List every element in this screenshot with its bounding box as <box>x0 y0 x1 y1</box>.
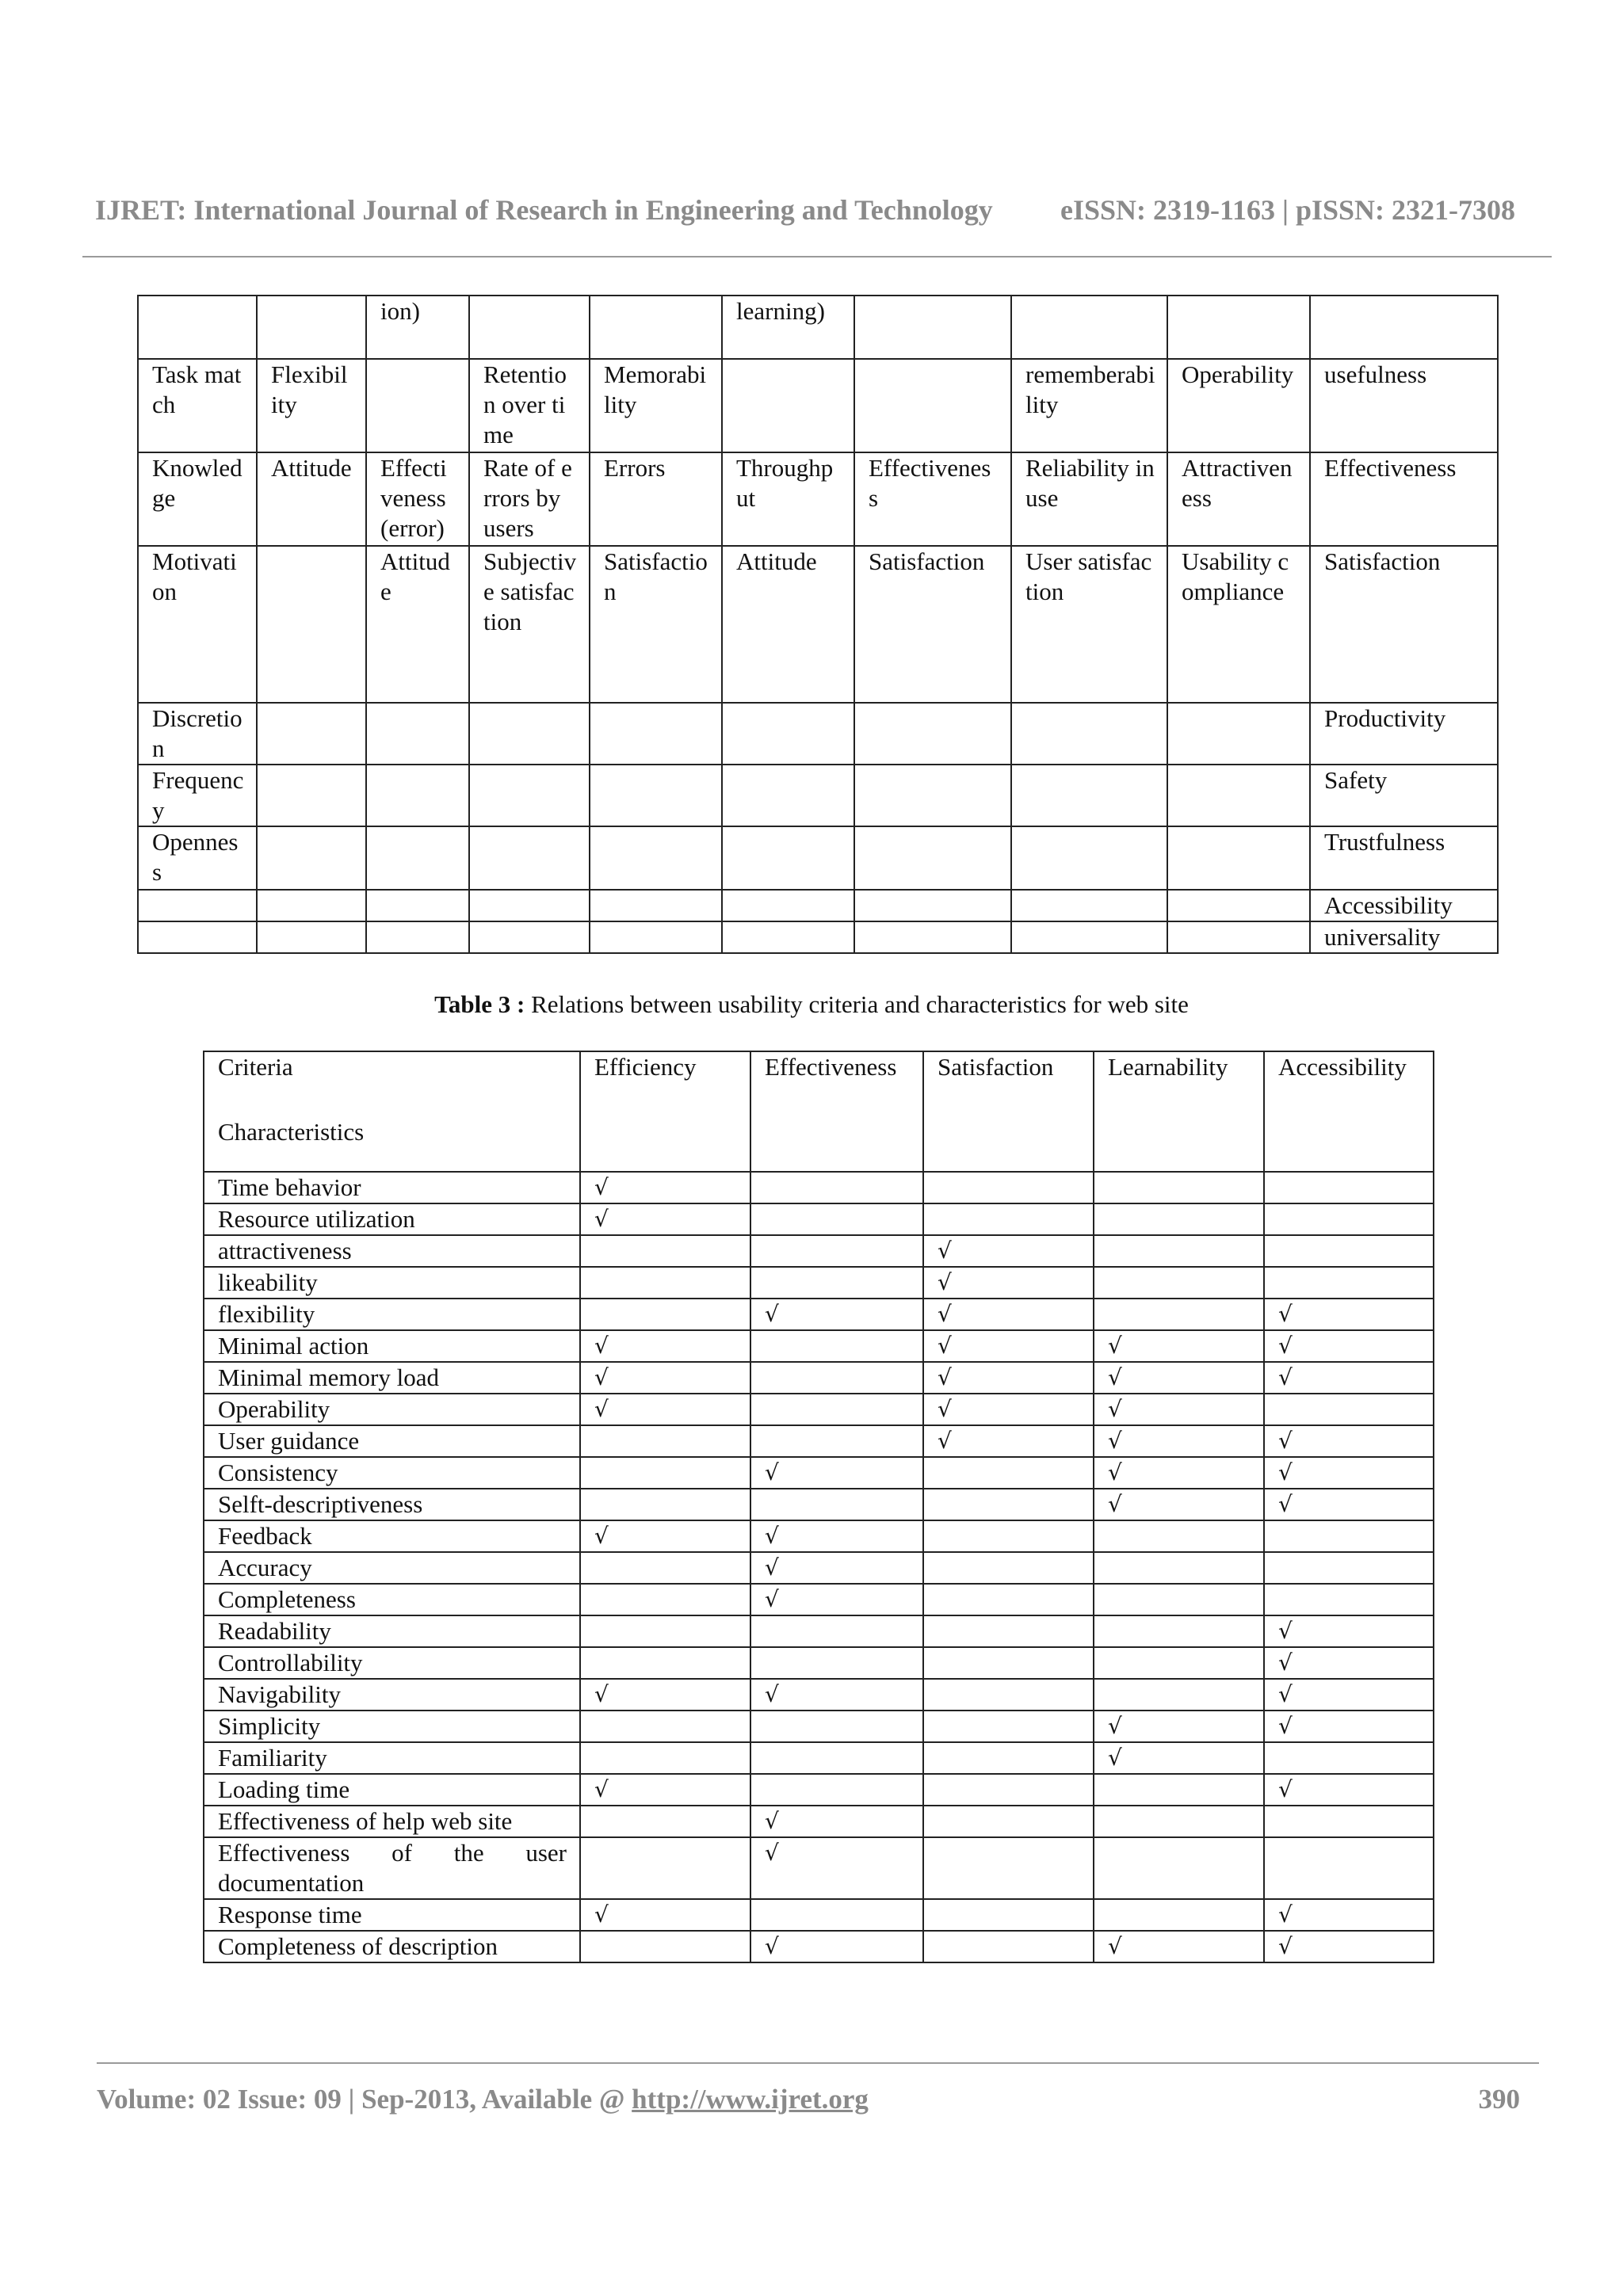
table-row <box>204 1362 1434 1394</box>
check-cell: √ <box>923 1394 1094 1425</box>
check-cell: √ <box>750 1806 923 1837</box>
table-cell <box>854 359 1011 452</box>
check-cell <box>1094 1267 1264 1299</box>
table-cell <box>590 765 722 826</box>
characteristic-cell: Selft-descriptiveness <box>204 1489 580 1520</box>
volume-text: Volume: 02 Issue: 09 | Sep-2013, Available @ <box>97 2084 632 2115</box>
characteristic-cell: Controllability <box>204 1647 580 1679</box>
check-cell: √ <box>1094 1394 1264 1425</box>
table-cell: Attitude <box>366 546 469 703</box>
table-cell <box>138 890 257 921</box>
table-row <box>204 1552 1434 1584</box>
check-cell <box>580 1299 750 1330</box>
table-cell <box>257 703 366 765</box>
table-row <box>138 921 1498 953</box>
table-row <box>138 890 1498 921</box>
characteristics-label: Characteristics <box>218 1118 365 1146</box>
check-cell: √ <box>1264 1647 1434 1679</box>
table-cell <box>590 921 722 953</box>
check-cell: √ <box>750 1837 923 1899</box>
check-cell: √ <box>580 1362 750 1394</box>
table-cell <box>854 890 1011 921</box>
table-cell: Effectiveness (error) <box>366 452 469 546</box>
characteristic-cell: Readability <box>204 1615 580 1647</box>
issn-text: eISSN: 2319-1163 | pISSN: 2321-7308 <box>1060 194 1515 226</box>
check-cell: √ <box>923 1425 1094 1457</box>
table-row <box>204 1457 1434 1489</box>
check-cell <box>923 1711 1094 1742</box>
table-row <box>204 1330 1434 1362</box>
check-cell: √ <box>1264 1711 1434 1742</box>
table-cell <box>1167 296 1310 359</box>
check-cell <box>923 1837 1094 1899</box>
table-row <box>204 1172 1434 1203</box>
table-cell <box>1011 703 1167 765</box>
table-cell: learning) <box>722 296 854 359</box>
table-cell <box>854 921 1011 953</box>
check-cell: √ <box>923 1267 1094 1299</box>
check-cell: √ <box>923 1235 1094 1267</box>
check-cell <box>1264 1520 1434 1552</box>
check-cell <box>580 1711 750 1742</box>
check-cell: √ <box>580 1679 750 1711</box>
check-cell <box>580 1552 750 1584</box>
table-cell <box>854 826 1011 890</box>
check-cell: √ <box>580 1203 750 1235</box>
table-row <box>204 1299 1434 1330</box>
check-cell <box>1264 1584 1434 1615</box>
table-3 <box>203 1051 1434 1963</box>
table-row <box>204 1584 1434 1615</box>
check-cell <box>923 1615 1094 1647</box>
check-cell: √ <box>750 1679 923 1711</box>
characteristic-cell: Simplicity <box>204 1711 580 1742</box>
check-cell: √ <box>750 1931 923 1962</box>
table-cell: Attitude <box>257 452 366 546</box>
check-cell: √ <box>1264 1679 1434 1711</box>
check-cell: √ <box>1094 1489 1264 1520</box>
check-cell: √ <box>1264 1931 1434 1962</box>
table-cell <box>854 703 1011 765</box>
check-cell <box>923 1172 1094 1203</box>
table-cell <box>469 296 590 359</box>
column-header-efficiency: Efficiency <box>580 1051 750 1172</box>
table-cell <box>366 890 469 921</box>
table-cell <box>366 765 469 826</box>
table-row <box>204 1647 1434 1679</box>
check-cell <box>750 1899 923 1931</box>
check-cell <box>1264 1552 1434 1584</box>
table-row <box>138 765 1498 826</box>
table-cell: Satisfaction <box>1310 546 1498 703</box>
characteristic-cell: Effectiveness of help web site <box>204 1806 580 1837</box>
check-cell <box>1094 1806 1264 1837</box>
table-cell <box>1167 765 1310 826</box>
check-cell <box>1264 1172 1434 1203</box>
check-cell <box>923 1742 1094 1774</box>
table-cell <box>590 890 722 921</box>
table-cell <box>590 703 722 765</box>
table-cell <box>257 921 366 953</box>
check-cell <box>923 1489 1094 1520</box>
table-cell <box>138 921 257 953</box>
table-cell: Productivity <box>1310 703 1498 765</box>
check-cell <box>923 1806 1094 1837</box>
characteristic-cell: likeability <box>204 1267 580 1299</box>
table-2-continued <box>137 295 1499 954</box>
check-cell <box>1094 1899 1264 1931</box>
check-cell <box>1094 1774 1264 1806</box>
journal-url-link[interactable]: http://www.ijret.org <box>632 2084 869 2115</box>
check-cell <box>750 1742 923 1774</box>
check-cell: √ <box>580 1899 750 1931</box>
table-cell <box>366 826 469 890</box>
table-row <box>138 546 1498 703</box>
check-cell <box>1094 1203 1264 1235</box>
table-cell <box>1167 703 1310 765</box>
table-row <box>138 826 1498 890</box>
check-cell: √ <box>580 1774 750 1806</box>
table-cell <box>366 703 469 765</box>
check-cell <box>923 1931 1094 1962</box>
table-cell: Motivation <box>138 546 257 703</box>
check-cell <box>1264 1742 1434 1774</box>
table-cell: Satisfaction <box>590 546 722 703</box>
check-cell <box>750 1425 923 1457</box>
table-cell <box>1310 296 1498 359</box>
check-cell <box>580 1742 750 1774</box>
table-cell: Satisfaction <box>854 546 1011 703</box>
check-cell: √ <box>1264 1330 1434 1362</box>
table-row <box>138 296 1498 359</box>
table-cell <box>1011 296 1167 359</box>
check-cell: √ <box>1264 1615 1434 1647</box>
characteristic-cell: Completeness <box>204 1584 580 1615</box>
check-cell: √ <box>1264 1425 1434 1457</box>
table-row <box>138 359 1498 452</box>
table-cell: Usability compliance <box>1167 546 1310 703</box>
table-cell <box>722 890 854 921</box>
table-cell: Attractiveness <box>1167 452 1310 546</box>
table-row <box>204 1711 1434 1742</box>
table-row <box>138 452 1498 546</box>
check-cell: √ <box>1094 1742 1264 1774</box>
check-cell <box>1094 1520 1264 1552</box>
check-cell <box>923 1899 1094 1931</box>
check-cell: √ <box>923 1362 1094 1394</box>
check-cell <box>750 1615 923 1647</box>
check-cell <box>1094 1299 1264 1330</box>
check-cell <box>923 1552 1094 1584</box>
table-cell <box>257 296 366 359</box>
table-cell <box>854 765 1011 826</box>
check-cell <box>923 1647 1094 1679</box>
table-cell: Reliability in use <box>1011 452 1167 546</box>
column-header-learnability: Learnability <box>1094 1051 1264 1172</box>
characteristic-cell: Minimal action <box>204 1330 580 1362</box>
check-cell <box>580 1837 750 1899</box>
check-cell <box>923 1774 1094 1806</box>
check-cell: √ <box>923 1330 1094 1362</box>
running-footer <box>97 2084 1520 2115</box>
check-cell <box>1094 1647 1264 1679</box>
check-cell <box>580 1647 750 1679</box>
table-cell: Trustfulness <box>1310 826 1498 890</box>
table-cell <box>590 826 722 890</box>
check-cell <box>750 1267 923 1299</box>
check-cell <box>923 1520 1094 1552</box>
characteristic-cell: Operability <box>204 1394 580 1425</box>
table-cell: Safety <box>1310 765 1498 826</box>
check-cell: √ <box>1264 1299 1434 1330</box>
table-cell: Throughput <box>722 452 854 546</box>
characteristic-cell: Accuracy <box>204 1552 580 1584</box>
table-cell <box>257 546 366 703</box>
check-cell: √ <box>750 1520 923 1552</box>
check-cell <box>580 1931 750 1962</box>
table-cell: Attitude <box>722 546 854 703</box>
column-header-effectiveness: Effectiveness <box>750 1051 923 1172</box>
table-row <box>204 1203 1434 1235</box>
table-cell: Memorability <box>590 359 722 452</box>
table-cell: User satisfaction <box>1011 546 1167 703</box>
table-cell <box>590 296 722 359</box>
table-row <box>204 1774 1434 1806</box>
header-rule <box>82 256 1552 257</box>
table-cell: Rate of errors by users <box>469 452 590 546</box>
check-cell <box>1264 1394 1434 1425</box>
check-cell <box>750 1711 923 1742</box>
footer-rule <box>97 2062 1539 2064</box>
table-cell <box>469 826 590 890</box>
characteristic-cell: Consistency <box>204 1457 580 1489</box>
check-cell <box>923 1203 1094 1235</box>
check-cell <box>750 1489 923 1520</box>
check-cell <box>580 1489 750 1520</box>
check-cell: √ <box>1264 1489 1434 1520</box>
caption-text: Relations between usability criteria and characteristics for web site <box>525 990 1189 1018</box>
table-cell <box>257 765 366 826</box>
check-cell <box>750 1362 923 1394</box>
table-cell <box>1011 826 1167 890</box>
table-3-header-row <box>204 1051 1434 1172</box>
check-cell <box>580 1615 750 1647</box>
table-cell <box>722 826 854 890</box>
check-cell <box>1094 1679 1264 1711</box>
table-cell <box>257 890 366 921</box>
characteristic-cell: User guidance <box>204 1425 580 1457</box>
check-cell: √ <box>1094 1931 1264 1962</box>
characteristic-cell: Familiarity <box>204 1742 580 1774</box>
characteristic-cell: Completeness of description <box>204 1931 580 1962</box>
check-cell <box>1094 1235 1264 1267</box>
check-cell <box>1094 1584 1264 1615</box>
table-cell <box>1011 765 1167 826</box>
table-cell <box>1167 890 1310 921</box>
check-cell <box>750 1235 923 1267</box>
table-row <box>138 703 1498 765</box>
table-3-caption <box>0 990 1623 1019</box>
check-cell <box>1094 1172 1264 1203</box>
table-cell: Discretion <box>138 703 257 765</box>
check-cell: √ <box>580 1394 750 1425</box>
check-cell <box>1264 1203 1434 1235</box>
table-row <box>204 1520 1434 1552</box>
check-cell <box>1094 1615 1264 1647</box>
characteristic-cell: flexibility <box>204 1299 580 1330</box>
table-cell <box>257 826 366 890</box>
check-cell <box>750 1203 923 1235</box>
check-cell: √ <box>1094 1711 1264 1742</box>
characteristic-cell: Loading time <box>204 1774 580 1806</box>
page-number: 390 <box>1478 2084 1520 2115</box>
check-cell <box>923 1584 1094 1615</box>
check-cell: √ <box>750 1457 923 1489</box>
check-cell <box>923 1679 1094 1711</box>
table-row <box>204 1742 1434 1774</box>
characteristic-cell: Resource utilization <box>204 1203 580 1235</box>
table-cell: Effectiveness <box>1310 452 1498 546</box>
check-cell: √ <box>1094 1330 1264 1362</box>
check-cell <box>580 1806 750 1837</box>
characteristic-cell: Response time <box>204 1899 580 1931</box>
table-cell: Effectiveness <box>854 452 1011 546</box>
check-cell <box>750 1394 923 1425</box>
table-cell: Flexibility <box>257 359 366 452</box>
check-cell <box>1264 1267 1434 1299</box>
check-cell <box>1264 1235 1434 1267</box>
header-cell-criteria <box>204 1051 580 1172</box>
table-cell: Openness <box>138 826 257 890</box>
check-cell: √ <box>750 1299 923 1330</box>
table-cell <box>722 765 854 826</box>
check-cell: √ <box>580 1330 750 1362</box>
table-cell <box>722 921 854 953</box>
table-cell <box>1011 921 1167 953</box>
check-cell <box>580 1425 750 1457</box>
table-cell <box>469 921 590 953</box>
check-cell: √ <box>1094 1457 1264 1489</box>
table-cell <box>138 296 257 359</box>
check-cell <box>1264 1837 1434 1899</box>
check-cell: √ <box>750 1552 923 1584</box>
table-row <box>204 1394 1434 1425</box>
check-cell: √ <box>1264 1774 1434 1806</box>
table-cell: rememberability <box>1011 359 1167 452</box>
table-cell: Errors <box>590 452 722 546</box>
table-row <box>204 1806 1434 1837</box>
table-cell: Operability <box>1167 359 1310 452</box>
table-cell: Accessibility <box>1310 890 1498 921</box>
table-cell <box>469 765 590 826</box>
characteristic-cell: Feedback <box>204 1520 580 1552</box>
table-cell <box>722 703 854 765</box>
table-row <box>204 1931 1434 1962</box>
characteristic-cell: Minimal memory load <box>204 1362 580 1394</box>
check-cell: √ <box>1264 1362 1434 1394</box>
table-row <box>204 1679 1434 1711</box>
column-header-satisfaction: Satisfaction <box>923 1051 1094 1172</box>
table-row <box>204 1899 1434 1931</box>
table-cell: usefulness <box>1310 359 1498 452</box>
table-cell <box>469 890 590 921</box>
characteristic-cell: Time behavior <box>204 1172 580 1203</box>
table-cell <box>1167 826 1310 890</box>
table-row <box>204 1837 1434 1899</box>
table-cell: Task match <box>138 359 257 452</box>
check-cell <box>580 1267 750 1299</box>
check-cell: √ <box>580 1520 750 1552</box>
journal-title: IJRET: International Journal of Research in Engineering and Technology <box>95 194 993 226</box>
table-cell <box>1011 890 1167 921</box>
check-cell <box>923 1457 1094 1489</box>
criteria-label: Criteria <box>218 1053 293 1081</box>
table-row <box>204 1615 1434 1647</box>
table-cell <box>854 296 1011 359</box>
column-header-accessibility: Accessibility <box>1264 1051 1434 1172</box>
check-cell: √ <box>1094 1362 1264 1394</box>
table-cell: ion) <box>366 296 469 359</box>
check-cell: √ <box>750 1584 923 1615</box>
table-cell <box>469 703 590 765</box>
running-header <box>95 193 1537 227</box>
check-cell <box>1094 1552 1264 1584</box>
check-cell: √ <box>1264 1899 1434 1931</box>
check-cell <box>580 1584 750 1615</box>
table-cell <box>366 359 469 452</box>
characteristic-cell: Navigability <box>204 1679 580 1711</box>
characteristic-cell: attractiveness <box>204 1235 580 1267</box>
check-cell <box>750 1647 923 1679</box>
check-cell <box>580 1235 750 1267</box>
table-row <box>204 1267 1434 1299</box>
table-cell: Frequency <box>138 765 257 826</box>
check-cell <box>580 1457 750 1489</box>
table-cell: Subjective satisfaction <box>469 546 590 703</box>
check-cell <box>750 1774 923 1806</box>
table-cell: Retention over time <box>469 359 590 452</box>
table-row <box>204 1235 1434 1267</box>
check-cell: √ <box>923 1299 1094 1330</box>
table-cell <box>366 921 469 953</box>
characteristic-cell: Effectiveness of the user documentation <box>204 1837 580 1899</box>
check-cell <box>750 1172 923 1203</box>
table-cell <box>722 359 854 452</box>
table-row <box>204 1425 1434 1457</box>
check-cell: √ <box>1264 1457 1434 1489</box>
table-cell: universality <box>1310 921 1498 953</box>
check-cell: √ <box>1094 1425 1264 1457</box>
table-row <box>204 1489 1434 1520</box>
check-cell: √ <box>580 1172 750 1203</box>
caption-label: Table 3 : <box>434 990 525 1018</box>
table-cell: Knowledge <box>138 452 257 546</box>
check-cell <box>1264 1806 1434 1837</box>
check-cell <box>750 1330 923 1362</box>
table-cell <box>1167 921 1310 953</box>
check-cell <box>1094 1837 1264 1899</box>
